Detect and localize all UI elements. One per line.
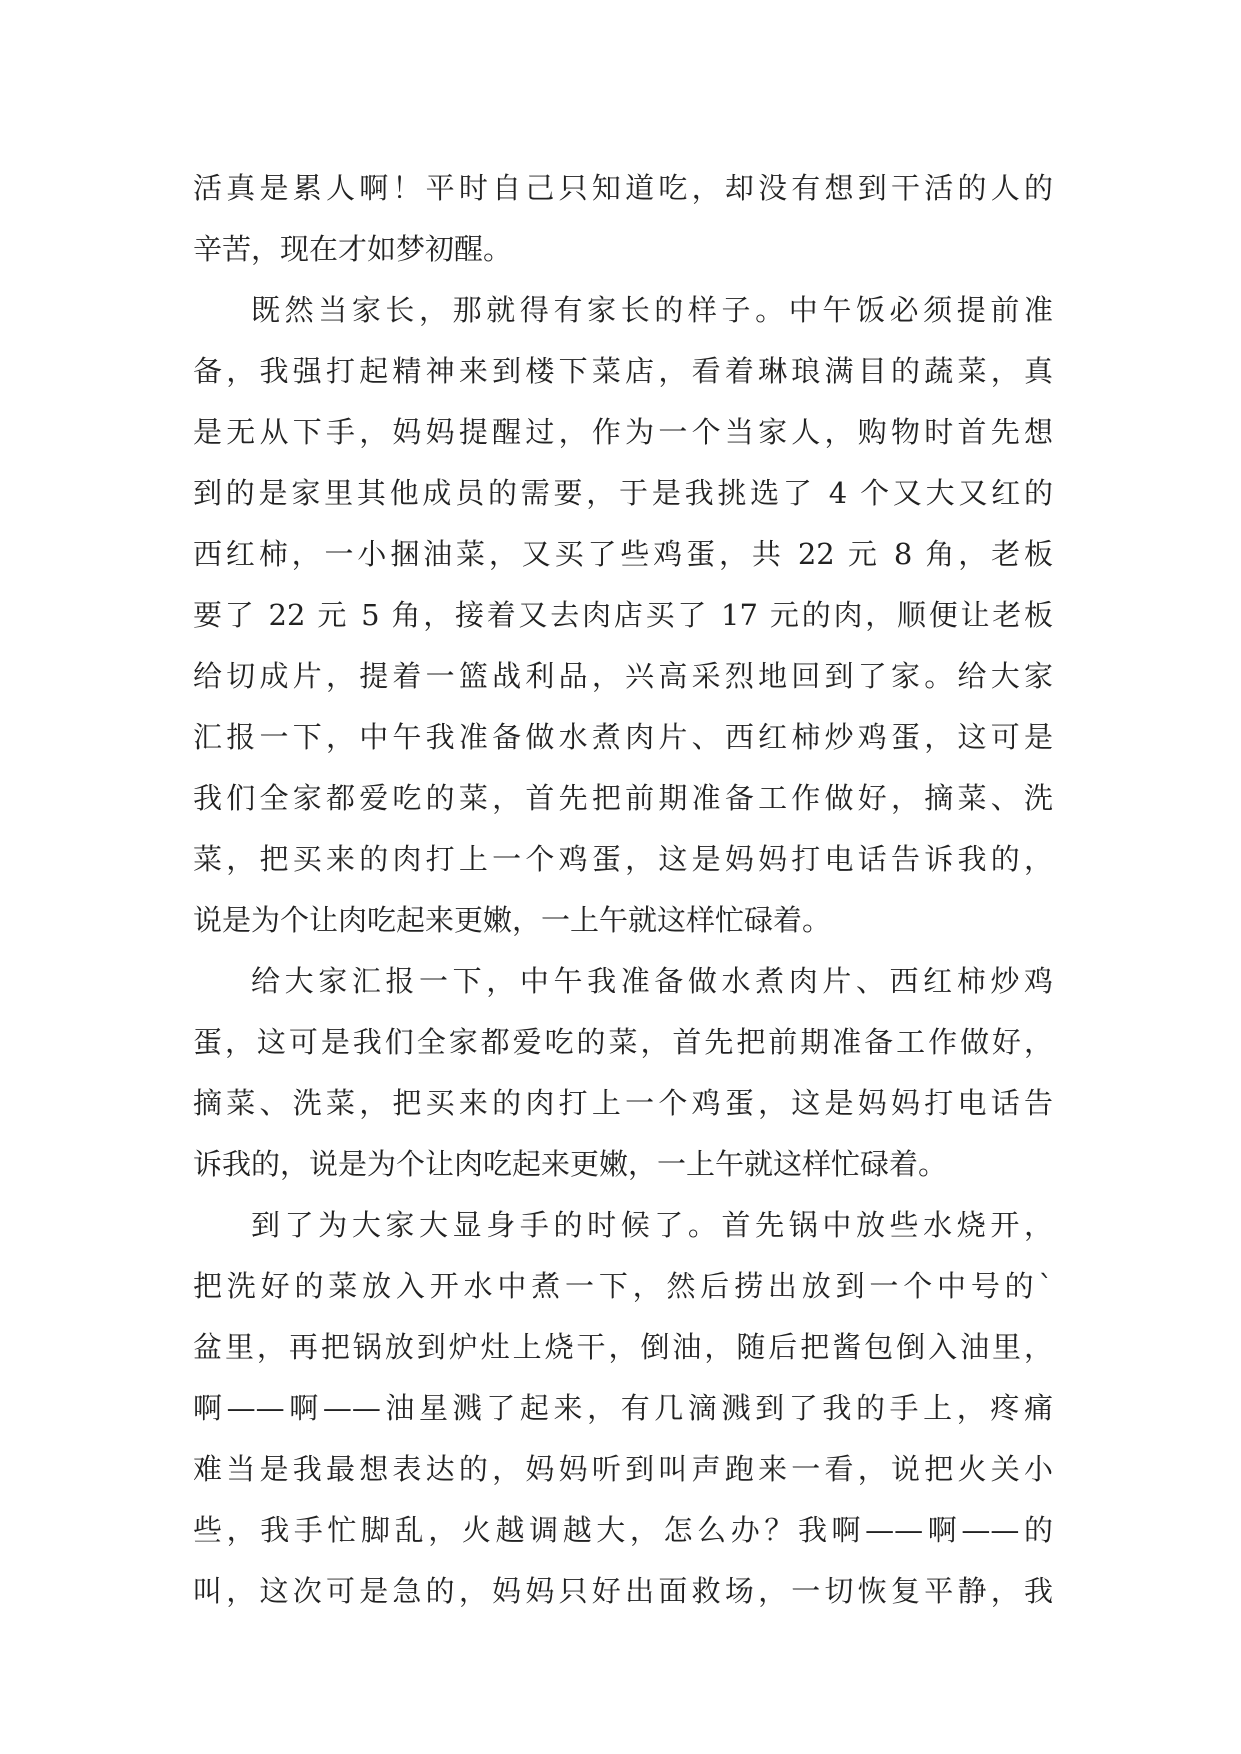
text-line: 把洗好的菜放入开水中煮一下，然后捞出放到一个中号的` xyxy=(193,1269,1053,1303)
text-line: 给切成片，提着一篮战利品，兴高采烈地回到了家。给大家 xyxy=(193,659,1053,693)
document-body xyxy=(193,158,1053,1622)
text-line: 诉我的，说是为个让肉吃起来更嫩，一上午就这样忙碌着。 xyxy=(193,1147,948,1181)
text-line: 汇报一下，中午我准备做水煮肉片、西红柿炒鸡蛋，这可是 xyxy=(193,720,1053,754)
text-line: 西红柿，一小捆油菜，又买了些鸡蛋，共 22 元 8 角，老板 xyxy=(193,537,1053,571)
text-line: 给大家汇报一下，中午我准备做水煮肉片、西红柿炒鸡 xyxy=(251,964,1053,998)
text-line: 到的是家里其他成员的需要，于是我挑选了 4 个又大又红的 xyxy=(193,476,1053,510)
paragraph xyxy=(193,280,1053,951)
text-line: 叫，这次可是急的，妈妈只好出面救场，一切恢复平静，我 xyxy=(193,1574,1053,1608)
text-line: 既然当家长，那就得有家长的样子。中午饭必须提前准 xyxy=(251,293,1053,327)
text-line: 盆里，再把锅放到炉灶上烧干，倒油，随后把酱包倒入油里， xyxy=(193,1330,1053,1364)
text-line: 菜，把买来的肉打上一个鸡蛋，这是妈妈打电话告诉我的， xyxy=(193,842,1053,876)
text-line: 蛋，这可是我们全家都爱吃的菜，首先把前期准备工作做好， xyxy=(193,1025,1053,1059)
text-line: 啊——啊——油星溅了起来，有几滴溅到了我的手上，疼痛 xyxy=(193,1391,1053,1425)
text-line: 到了为大家大显身手的时候了。首先锅中放些水烧开， xyxy=(251,1208,1053,1242)
paragraph xyxy=(193,951,1053,1195)
text-line: 些，我手忙脚乱，火越调越大，怎么办？我啊——啊——的 xyxy=(193,1513,1053,1547)
text-line: 要了 22 元 5 角，接着又去肉店买了 17 元的肉，顺便让老板 xyxy=(193,598,1053,632)
paragraph xyxy=(193,1195,1053,1622)
text-line: 摘菜、洗菜，把买来的肉打上一个鸡蛋，这是妈妈打电话告 xyxy=(193,1086,1053,1120)
text-line: 辛苦，现在才如梦初醒。 xyxy=(193,232,513,266)
text-line: 备，我强打起精神来到楼下菜店，看着琳琅满目的蔬菜，真 xyxy=(193,354,1053,388)
text-line: 说是为个让肉吃起来更嫩，一上午就这样忙碌着。 xyxy=(193,903,832,937)
text-line: 是无从下手，妈妈提醒过，作为一个当家人，购物时首先想 xyxy=(193,415,1053,449)
paragraph xyxy=(193,158,1053,280)
text-line: 活真是累人啊！平时自己只知道吃，却没有想到干活的人的 xyxy=(193,171,1053,205)
text-line: 难当是我最想表达的，妈妈听到叫声跑来一看，说把火关小 xyxy=(193,1452,1053,1486)
text-line: 我们全家都爱吃的菜，首先把前期准备工作做好，摘菜、洗 xyxy=(193,781,1053,815)
